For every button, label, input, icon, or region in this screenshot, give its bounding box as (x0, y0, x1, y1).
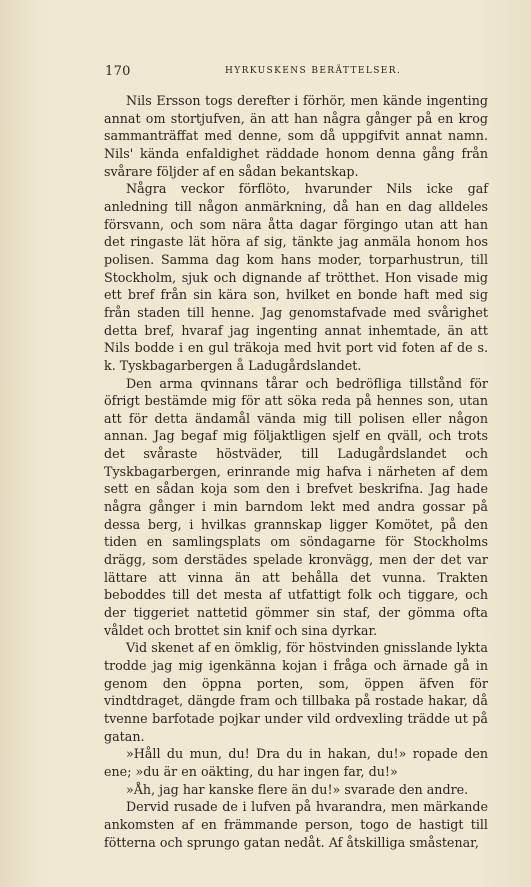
body-text (104, 92, 488, 851)
page-number: 170 (105, 64, 131, 79)
paragraph: »Håll du mun, du! Dra du in hakan, du!» ropade den ene; »du är en oäkting, du har ingen far, du!» (104, 746, 488, 779)
paragraph: Några veckor förflöto, hvarunder Nils icke gaf anledning till någon anmärkning, då han en dag alldeles försvann, och som nära åtta dagar förgingo utan att han det ringaste lät höra af sig, tänkte jag anmäla honom hos polisen. Samma dag kom hans moder, torparhustrun, till Stockholm, sjuk och dignande af trötthet. Hon visade mig ett bref från sin kära son, hvilket en bonde haft med sig från staden till henne. Jag genomstafvade med svårighet detta bref, hvaraf jag ingenting annat inhemtade, än att Nils bodde i en gul träkoja med hvit port vid foten af de s. k. Tyskbagarbergen å Ladugårdslandet. (104, 181, 488, 373)
running-head: HYRKUSKENS BERÄTTELSER. (225, 66, 402, 76)
paragraph: Den arma qvinnans tårar och bedröfliga tillstånd för öfrigt bestämde mig för att söka reda på hennes son, utan att för detta ändamål vända mig till polisen eller någon annan. Jag begaf mig följaktligen sjelf en qväll, och trots det svåraste höstväder, till Ladugårdslandet och Tyskbagarbergen, erinrande mig hafva i närheten af dem sett en sådan koja som den i brefvet beskrifna. Jag hade några gånger i min barndom lekt med andra gossar på dessa berg, i hvilkas grannskap ligger Komötet, på den tiden en samlingsplats om söndagarne för Stockholms drägg, som derstädes spelade kronvägg, men der det var lättare att vinna än att behålla det vunna. Trakten beboddes till det mesta af utfattigt folk och tiggare, och der tiggeriet nattetid gömmer sin staf, der gömma ofta våldet och brottet sin knif och sina dyrkar. (104, 375, 488, 638)
paragraph: Dervid rusade de i lufven på hvarandra, men märkande ankomsten af en främmande person, togo de hastigt till fötterna och sprungo gatan nedåt. Af åtskilliga småstenar, (104, 799, 488, 850)
page-header (105, 64, 505, 80)
paragraph: Vid skenet af en ömklig, för höstvinden gnisslande lykta trodde jag mig igenkänna kojan i fråga och ärnade gå in genom den öppna porten, som, öppen äfven för vindtdraget, dängde fram och tillbaka på rostade hakar, då tvenne barfotade pojkar under vild ordvexling trädde ut på gatan. (104, 640, 488, 744)
paragraph: »Åh, jag har kanske flere än du!» svarade den andre. (126, 781, 469, 797)
paragraph: Nils Ersson togs derefter i förhör, men kände ingenting annat om stortjufven, än att han några gånger på en krog sammanträffat med denne, som då uppgifvit annat namn. Nils' kända enfaldighet räddade honom denna gång från svårare följder af en sådan bekantskap. (104, 93, 488, 179)
